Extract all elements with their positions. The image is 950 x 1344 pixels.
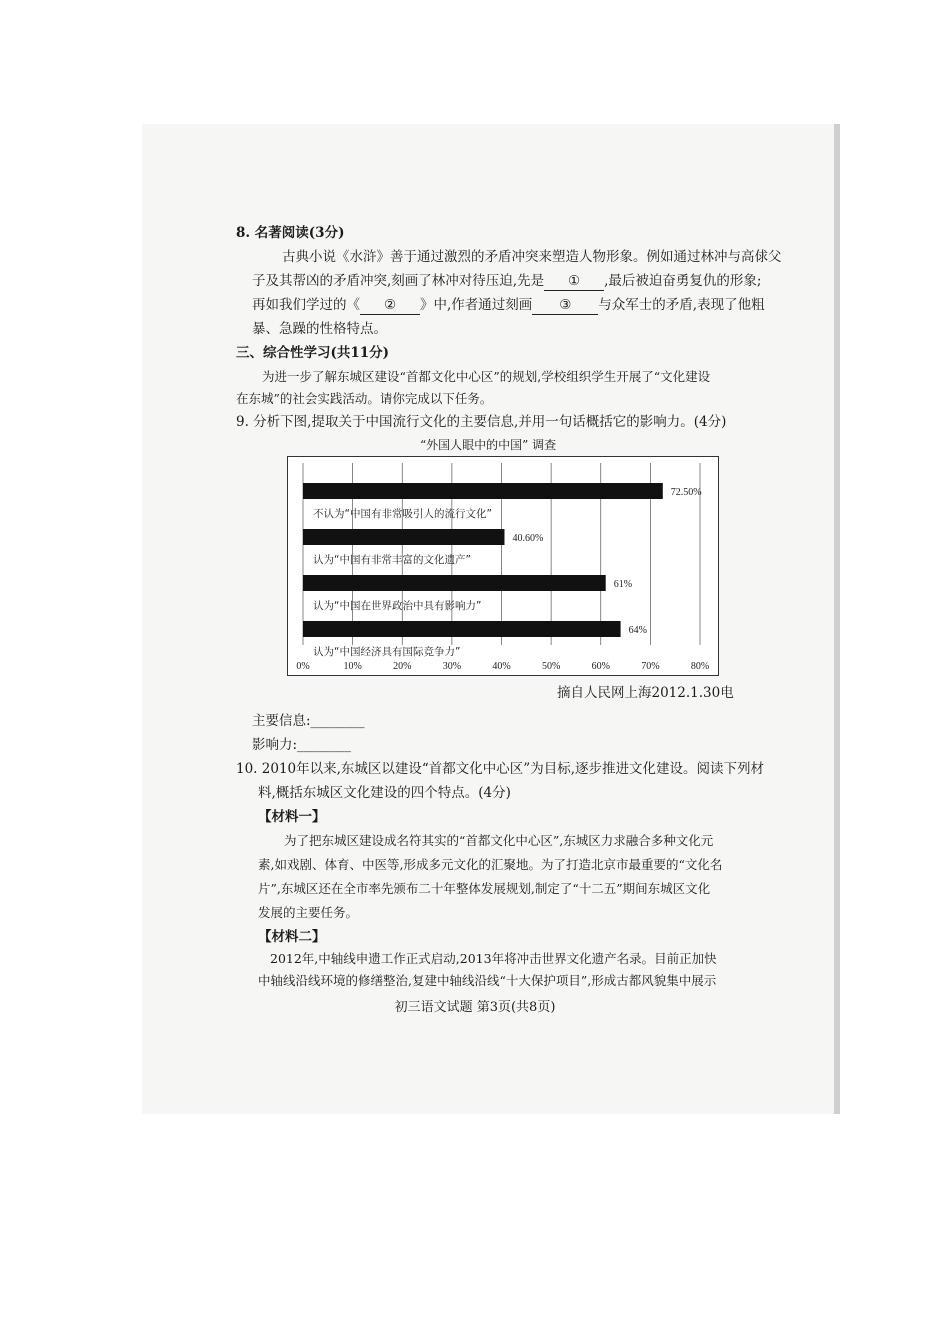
category-label: 认为“中国有非常丰富的文化遗产” bbox=[313, 554, 471, 566]
blank-3: ③ bbox=[532, 296, 598, 315]
bar-value-label: 64% bbox=[628, 625, 647, 636]
category-label: 不认为“中国有非常吸引人的流行文化” bbox=[313, 508, 492, 520]
bar-value-label: 72.50% bbox=[670, 487, 702, 498]
q8-line1: 古典小说《水浒》善于通过激烈的矛盾冲突来塑造人物形象。例如通过林冲与高俅父 bbox=[282, 249, 782, 265]
main-info-label: 主要信息:________ bbox=[252, 713, 365, 729]
chart-canvas bbox=[288, 457, 718, 675]
influence-label: 影响力:________ bbox=[252, 737, 352, 753]
material2-heading: 【材料二】 bbox=[258, 929, 326, 945]
q10-line2: 料,概括东城区文化建设的四个特点。(4分) bbox=[258, 785, 511, 801]
material1-line3: 片”,东城区还在全市率先颁布二十年整体发展规划,制定了“十二五”期间东城区文化 bbox=[258, 881, 711, 896]
q8-line4: 暴、急躁的性格特点。 bbox=[252, 321, 387, 337]
material2-line1: 2012年,中轴线申遗工作正式启动,2013年将冲击世界文化遗产名录。目前正加快 bbox=[270, 951, 717, 966]
x-tick-label: 10% bbox=[343, 661, 362, 672]
section3-intro1: 为进一步了解东城区建设“首都文化中心区”的规划,学校组织学生开展了“文化建设 bbox=[262, 369, 711, 384]
material1-line4: 发展的主要任务。 bbox=[258, 905, 359, 920]
x-tick-label: 80% bbox=[690, 661, 710, 672]
x-tick-label: 60% bbox=[591, 661, 610, 672]
q8-line3c: 与众军士的矛盾,表现了他粗 bbox=[598, 297, 765, 313]
bar bbox=[303, 575, 606, 591]
blank-1: ① bbox=[544, 272, 604, 291]
q8-heading: 8. 名著阅读(3分) bbox=[236, 225, 345, 241]
page-footer: 初三语文试题 第3页(共8页) bbox=[394, 1000, 556, 1015]
bar-value-label: 61% bbox=[613, 579, 633, 590]
bar-chart bbox=[287, 456, 719, 676]
q8-line2 bbox=[252, 272, 761, 291]
q8-line3b: 》中,作者通过刻画 bbox=[420, 297, 533, 313]
blank-2: ② bbox=[360, 296, 420, 315]
x-tick-label: 40% bbox=[492, 661, 511, 672]
chart-source: 摘自人民网上海2012.1.30电 bbox=[557, 685, 734, 701]
x-tick-label: 20% bbox=[393, 661, 412, 672]
section3-heading: 三、综合性学习(共11分) bbox=[236, 345, 390, 361]
material1-line2: 素,如戏剧、体育、中医等,形成多元文化的汇聚地。为了打造北京市最重要的“文化名 bbox=[258, 857, 723, 872]
category-label: 认为“中国经济具有国际竞争力” bbox=[313, 646, 461, 658]
q8-line3 bbox=[252, 296, 765, 315]
q8-line2b: ,最后被迫奋勇复仇的形象; bbox=[604, 273, 762, 289]
x-tick-label: 70% bbox=[641, 661, 660, 672]
bar-value-label: 40.60% bbox=[512, 533, 544, 544]
material1-line1: 为了把东城区建设成名符其实的“首都文化中心区”,东城区力求融合多种文化元 bbox=[284, 833, 714, 848]
q8-line2a: 子及其帮凶的矛盾冲突,刻画了林冲对待压迫,先是 bbox=[252, 273, 545, 289]
section3-intro2: 在东城”的社会实践活动。请你完成以下任务。 bbox=[236, 391, 493, 406]
q10-line1: 10. 2010年以来,东城区以建设“首都文化中心区”为目标,逐步推进文化建设。阅读下列材 bbox=[236, 761, 765, 777]
x-tick-label: 0% bbox=[296, 661, 310, 672]
x-tick-label: 30% bbox=[442, 661, 462, 672]
q9-prompt: 9. 分析下图,提取关于中国流行文化的主要信息,并用一句话概括它的影响力。(4分) bbox=[236, 414, 727, 430]
category-label: 认为“中国在世界政治中具有影响力” bbox=[313, 600, 482, 612]
x-tick-label: 50% bbox=[541, 661, 561, 672]
q8-line3a: 再如我们学过的《 bbox=[252, 297, 360, 313]
material2-line2: 中轴线沿线环境的修缮整治,复建中轴线沿线“十大保护项目”,形成古都风貌集中展示 bbox=[258, 973, 717, 988]
chart-title: “外国人眼中的中国” 调查 bbox=[420, 438, 557, 452]
bar bbox=[303, 529, 504, 545]
bar bbox=[303, 483, 663, 499]
material1-heading: 【材料一】 bbox=[258, 809, 326, 825]
bar bbox=[303, 621, 621, 637]
